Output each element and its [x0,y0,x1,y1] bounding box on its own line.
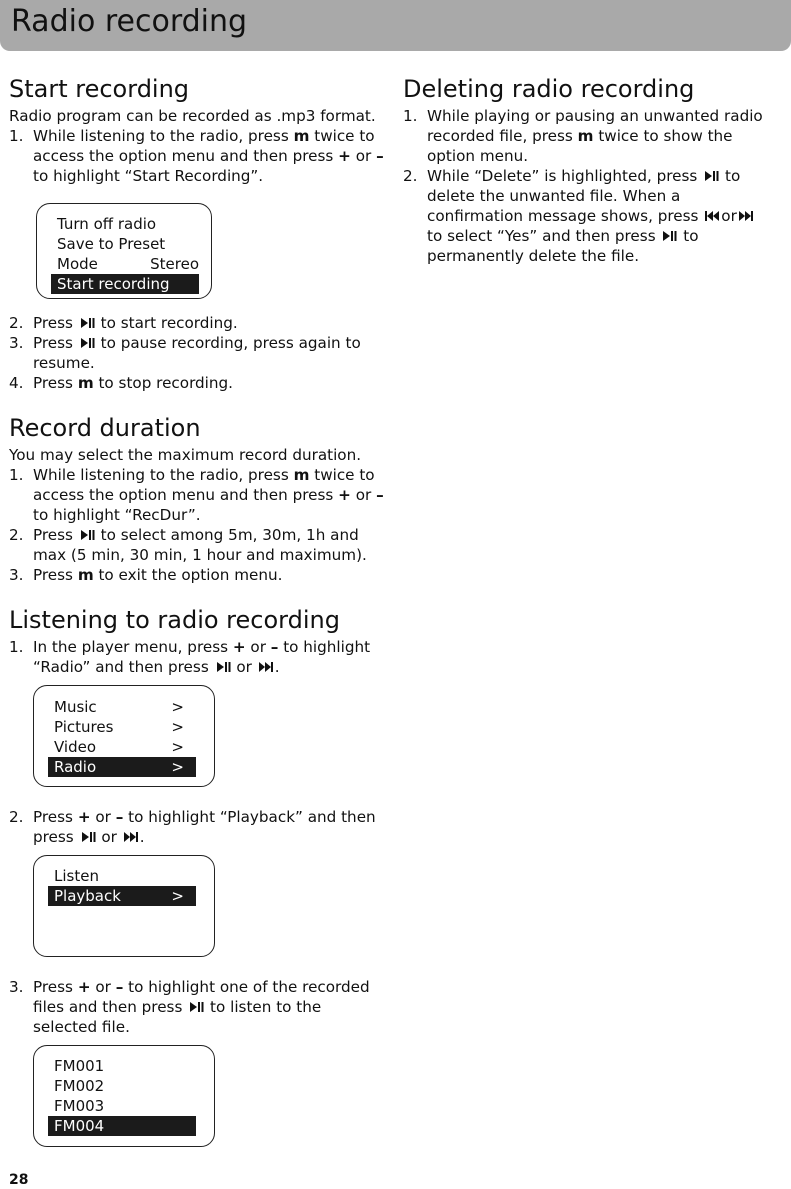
next-track-icon [257,661,275,673]
section-heading: Listening to radio recording [9,606,340,634]
minus-key: – [270,638,279,656]
step: 3. Press to pause recording, press again to resume. [9,334,361,372]
menu-item: Mode Stereo [57,255,199,273]
play-pause-icon [660,230,678,242]
m-key: m [577,127,594,145]
section-record-duration [9,411,384,585]
section-heading: Deleting radio recording [403,75,695,103]
play-pause-icon [79,831,97,843]
step: 4. Press m to stop recording. [9,374,233,392]
minus-key: – [115,978,124,996]
device-screen [36,203,212,299]
play-pause-icon [702,170,720,182]
plus-key: + [338,147,351,165]
file-item-highlighted: FM004 [48,1116,196,1136]
minus-key: – [115,808,124,826]
section-deleting [403,72,773,266]
step: 2. Press + or – to highlight “Playback” and then press or . [9,808,376,846]
section-intro: You may select the maximum record duration. [9,446,362,464]
minus-key: – [376,486,384,504]
right-column [403,72,773,266]
play-pause-icon [78,337,96,349]
m-key: m [293,466,310,484]
step: 2. While “Delete” is highlighted, press to delete the unwanted file. When a confirmation message shows, press or to select “Yes” and then press to permanently delete the file. [403,166,773,266]
section-listening [9,603,384,1147]
menu-item-highlighted: Playback > [48,886,196,906]
m-key: m [77,374,94,392]
play-pause-icon [187,1001,205,1013]
m-key: m [293,127,310,145]
menu-item: Pictures > [54,718,184,736]
menu-item: Save to Preset [57,235,166,253]
plus-key: + [77,808,91,826]
file-item: FM003 [54,1097,105,1115]
next-track-icon [122,831,140,843]
page-title: Radio recording [11,4,248,39]
menu-item-highlighted: Start recording [51,274,199,294]
step: 2. Press to start recording. [9,314,238,332]
page-header [0,0,791,51]
menu-item: Turn off radio [57,215,157,233]
play-pause-icon [78,529,96,541]
plus-key: + [77,978,91,996]
file-item: FM002 [54,1077,105,1095]
play-pause-icon [214,661,232,673]
section-heading: Start recording [9,75,190,103]
step: 1. In the player menu, press + or – to highlight “Radio” and then press or . [9,638,371,676]
section-start-recording [9,72,384,393]
minus-key: – [376,147,384,165]
step: 3. Press m to exit the option menu. [9,566,283,584]
page-number: 28 [9,1172,29,1188]
plus-key: + [232,638,246,656]
device-screen [33,1045,215,1147]
m-key: m [77,566,94,584]
device-screen [33,855,215,957]
menu-item: Music > [54,698,184,716]
next-track-icon [737,210,755,222]
step: 2. Press to select among 5m, 30m, 1h and max (5 min, 30 min, 1 hour and maximum). [9,526,367,564]
previous-track-icon [703,210,721,222]
section-heading: Record duration [9,414,201,442]
menu-item-highlighted: Radio > [48,757,196,777]
menu-item: Listen [54,867,99,885]
plus-key: + [338,486,351,504]
device-screen [33,685,215,787]
step: 1. While listening to the radio, press m twice to access the option menu and then press + or – to highlight “Start Recording”. [9,127,384,185]
step: 3. Press + or – to highlight one of the recorded files and then press to listen to the selected file. [9,978,370,1036]
file-item: FM001 [54,1057,105,1075]
menu-item: Video > [54,738,184,756]
section-intro: Radio program can be recorded as .mp3 format. [9,107,376,125]
left-column [9,72,384,1147]
play-pause-icon [78,317,96,329]
step: 1. While playing or pausing an unwanted radio recorded file, press m twice to show the option menu. [403,107,763,165]
step: 1. While listening to the radio, press m twice to access the option menu and then press + or – to highlight “RecDur”. [9,466,384,524]
